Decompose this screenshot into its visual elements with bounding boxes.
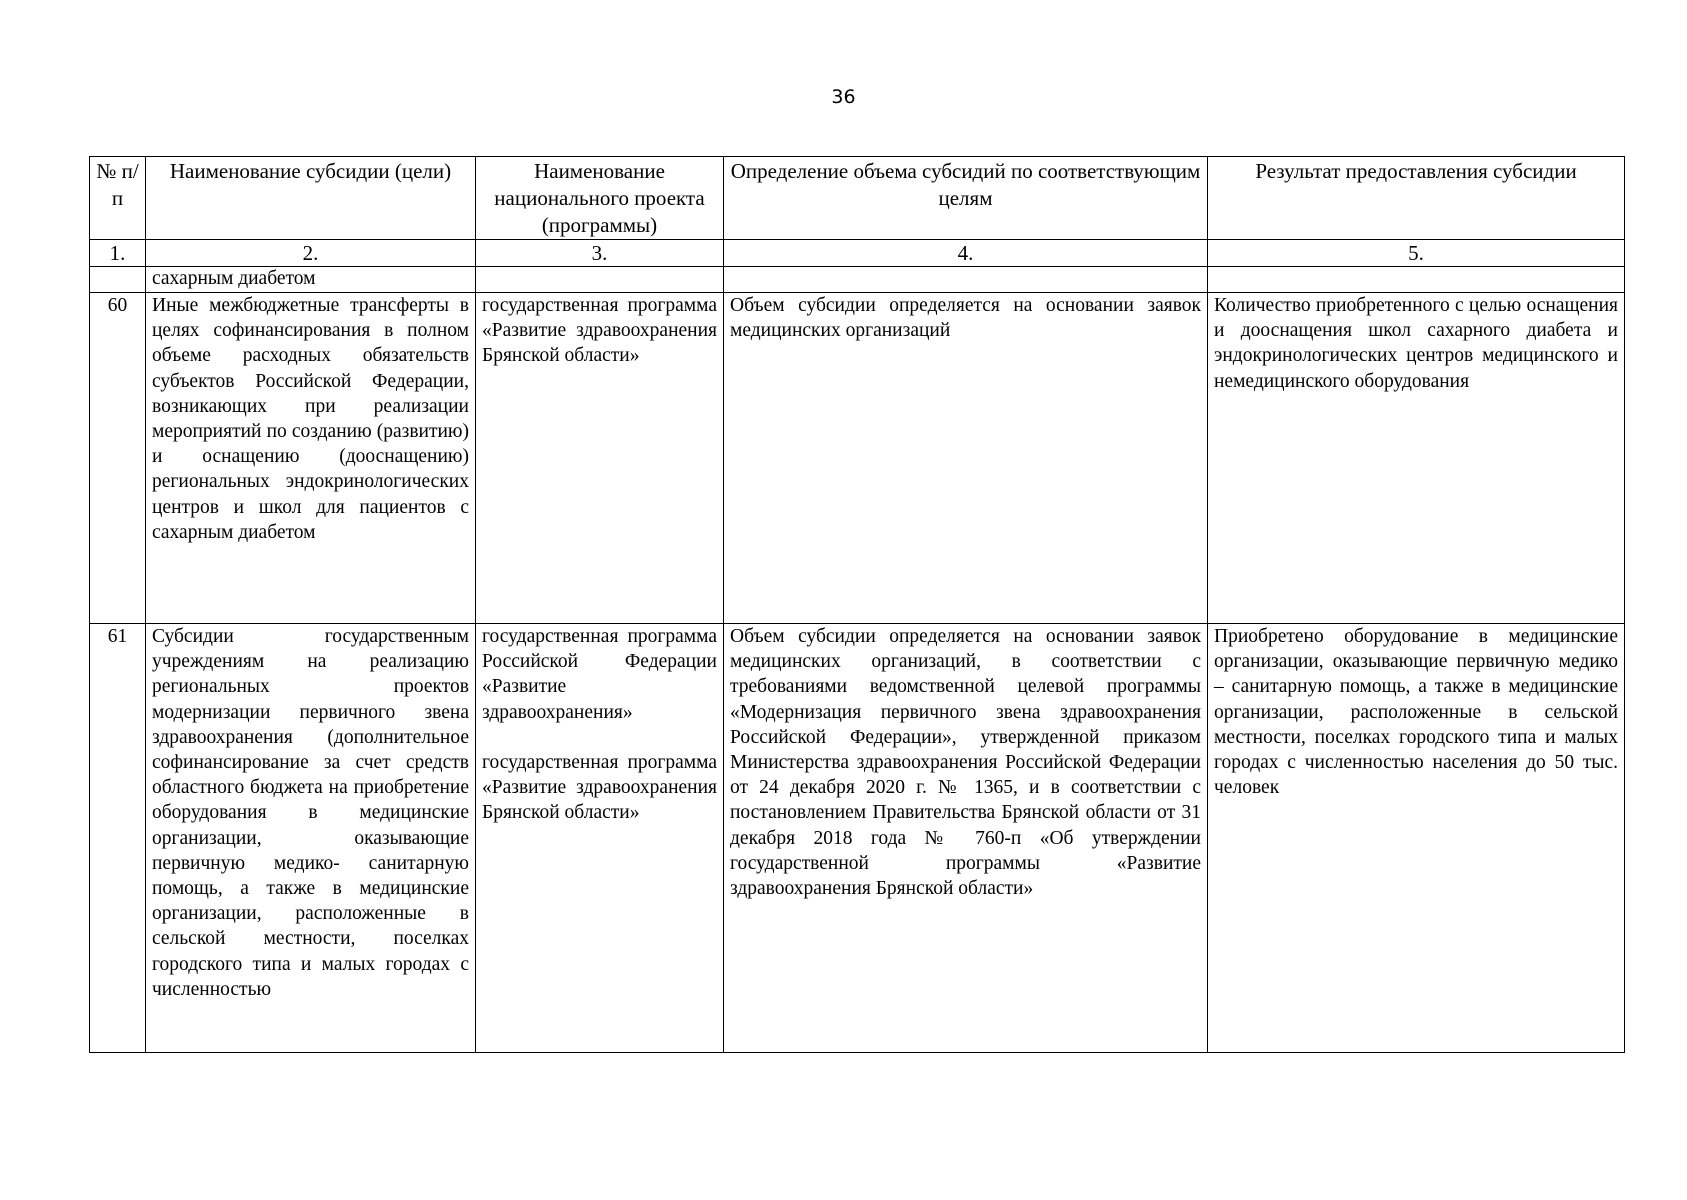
volume-definition: Объем субсидии определяется на основании заявок медицинских организаций, в соответствии с требованиями ведомственной целевой программы «Модернизация первичного звена здравоохранения Российской Федерации», утвержденной приказом Министерства здравоохранения Российской Федерации от 24 декабря 2020 г. № 1365, и в соответствии с постановлением Правительства Брянской области от 31 декабря 2018 года № 760-п «Об утверждении государственной программы «Развитие здравоохранения Брянской области»	[724, 624, 1208, 1053]
volume-definition	[724, 267, 1208, 293]
row-number	[90, 267, 146, 293]
spacer	[482, 725, 717, 750]
table-row	[90, 624, 1625, 1053]
column-number: 5.	[1208, 240, 1625, 267]
national-project-cell	[476, 293, 724, 624]
subsidy-name: Иные межбюджетные трансферты в целях софинансирования в полном объеме расходных обязательств субъектов Российской Федерации, возникающих при реализации мероприятий по созданию (развитию) и оснащению (дооснащению) региональных эндокринологических центров и школ для пациентов с сахарным диабетом	[146, 293, 476, 624]
table-header-row	[90, 157, 1625, 240]
subsidy-table	[89, 156, 1625, 1053]
national-project	[476, 267, 724, 293]
national-project: государственная программа Российской Федерации «Развитие здравоохранения»	[482, 626, 717, 723]
column-number: 2.	[146, 240, 476, 267]
page-number: 36	[831, 86, 856, 108]
column-number: 4.	[724, 240, 1208, 267]
header-national-project: Наименование национального проекта (программы)	[476, 157, 724, 240]
national-project-cell	[476, 624, 724, 1053]
table-row	[90, 293, 1625, 624]
table-row-continuation	[90, 267, 1625, 293]
column-number: 3.	[476, 240, 724, 267]
national-project: государственная программа «Развитие здравоохранения Брянской области»	[482, 295, 717, 367]
header-number: № п/п	[90, 157, 146, 240]
row-number: 60	[90, 293, 146, 624]
subsidy-result	[1208, 267, 1625, 293]
subsidy-name: сахарным диабетом	[146, 267, 476, 293]
subsidy-result: Количество приобретенного с целью оснащения и дооснащения школ сахарного диабета и эндокринологических центров медицинского и немедицинского оборудования	[1208, 293, 1625, 624]
row-number: 61	[90, 624, 146, 1053]
subsidy-name-cell	[146, 624, 476, 1053]
header-volume-definition: Определение объема субсидий по соответствующим целям	[724, 157, 1208, 240]
volume-definition: Объем субсидии определяется на основании заявок медицинских организаций	[724, 293, 1208, 624]
subsidy-name: Субсидии государственным учреждениям на реализацию региональных проектов модернизации первичного звена здравоохранения (дополнительное софинансирование за счет средств областного бюджета на приобретение оборудования в медицинские организации, оказывающие первичную медико- санитарную помощь, а также в медицинские организации, расположенные в сельской местности, поселках городского типа и малых городах с численностью	[152, 626, 469, 1000]
subsidy-result: Приобретено оборудование в медицинские организации, оказывающие первичную медико – санитарную помощь, а также в медицинские организации, расположенные в сельской местности, поселках городского типа и малых городах с численностью населения до 50 тыс. человек	[1208, 624, 1625, 1053]
header-result: Результат предоставления субсидии	[1208, 157, 1625, 240]
column-number-row	[90, 240, 1625, 267]
column-number: 1.	[90, 240, 146, 267]
header-subsidy-name: Наименование субсидии (цели)	[146, 157, 476, 240]
national-project: государственная программа «Развитие здравоохранения Брянской области»	[482, 751, 717, 824]
